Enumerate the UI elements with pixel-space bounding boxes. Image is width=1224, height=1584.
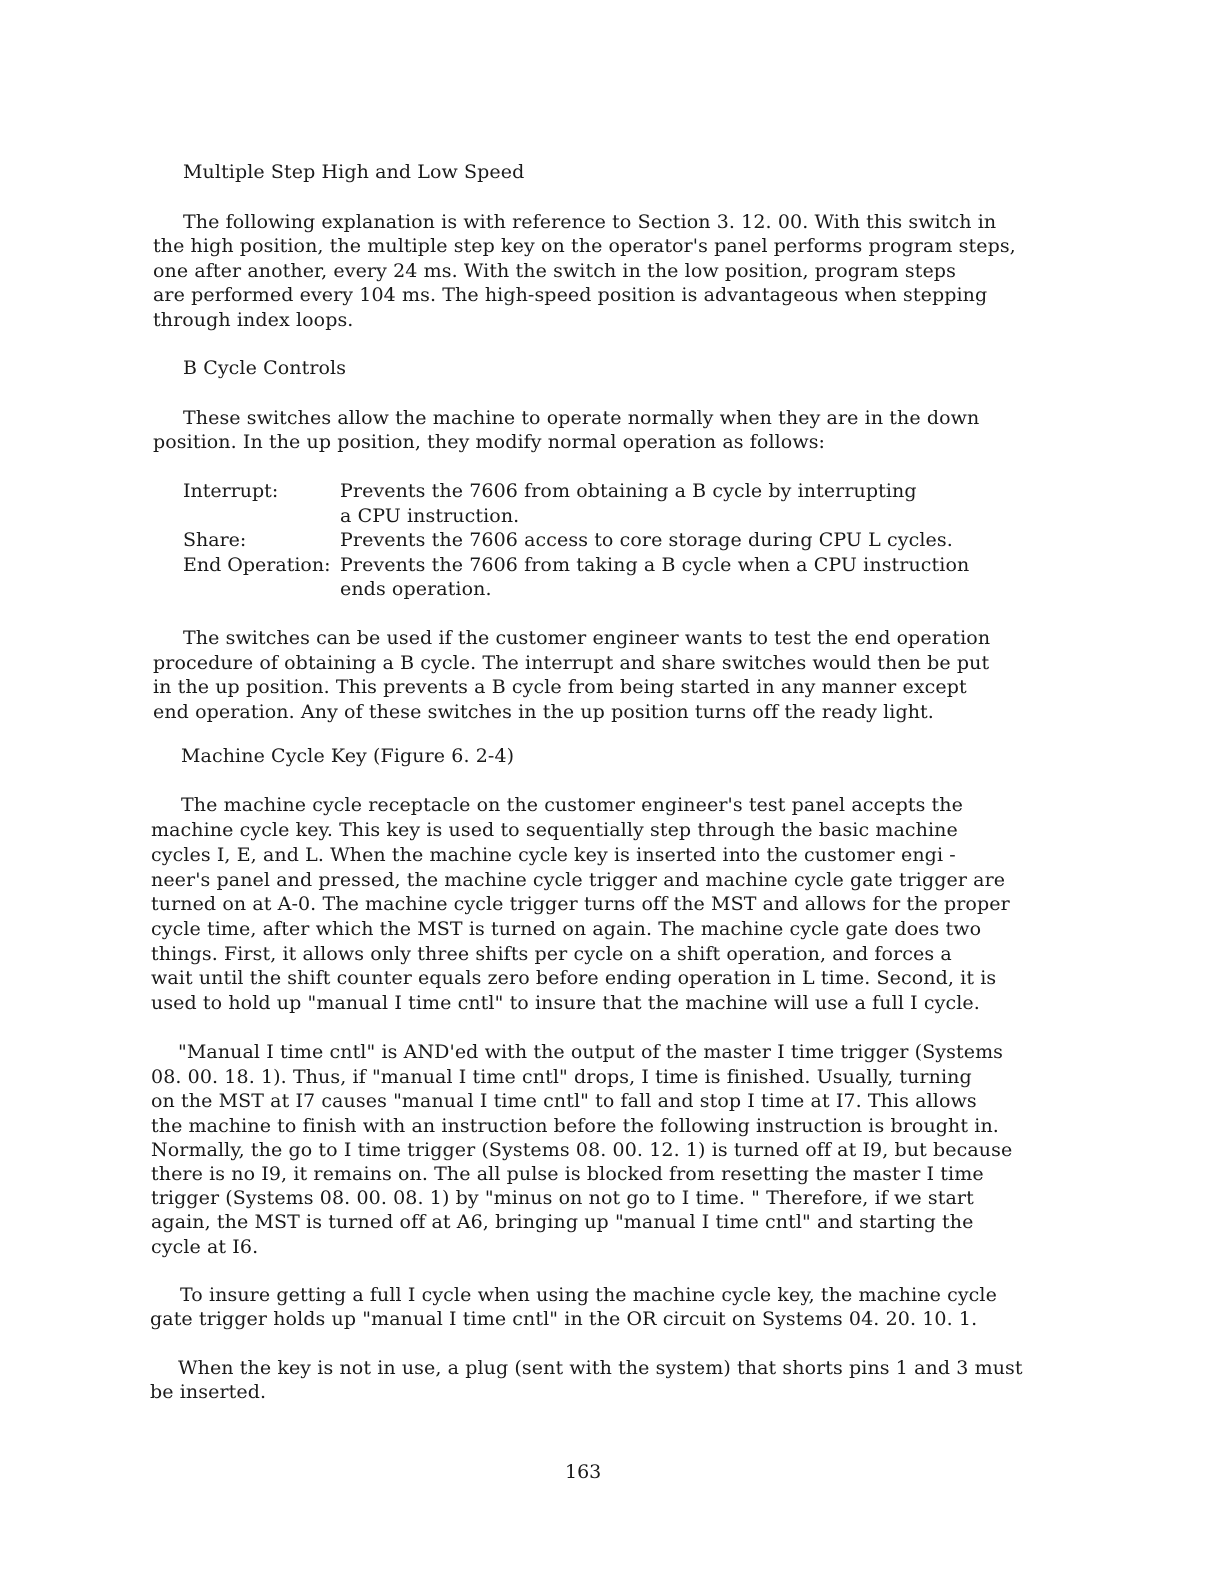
paragraph-line: gate trigger holds up "manual I time cntl" in the OR circuit on Systems 04. 20. 10. 1. bbox=[150, 1308, 978, 1330]
page-number: 163 bbox=[565, 1461, 602, 1483]
definition-term-end-operation: End Operation: bbox=[183, 554, 331, 576]
paragraph-line: To insure getting a full I cycle when using the machine cycle key, the machine cycle bbox=[180, 1284, 997, 1306]
paragraph-line: things. First, it allows only three shifts per cycle on a shift operation, and forces a bbox=[151, 943, 952, 965]
paragraph-line: again, the MST is turned off at A6, bringing up "manual I time cntl" and starting the bbox=[151, 1211, 974, 1233]
paragraph-line: Normally, the go to I time trigger (Systems 08. 00. 12. 1) is turned off at I9, but because bbox=[151, 1139, 1013, 1161]
paragraph-line: The machine cycle receptacle on the customer engineer's test panel accepts the bbox=[181, 794, 963, 816]
paragraph-line: procedure of obtaining a B cycle. The interrupt and share switches would then be put bbox=[153, 652, 990, 674]
paragraph-line: When the key is not in use, a plug (sent with the system) that shorts pins 1 and 3 must bbox=[178, 1357, 1023, 1379]
definition-term-interrupt: Interrupt: bbox=[183, 480, 279, 502]
paragraph-line: These switches allow the machine to operate normally when they are in the down bbox=[183, 407, 980, 429]
paragraph-line: there is no I9, it remains on. The all pulse is blocked from resetting the master I time bbox=[151, 1163, 984, 1185]
section-heading-multiple-step: Multiple Step High and Low Speed bbox=[183, 161, 525, 183]
definition-text: ends operation. bbox=[340, 578, 492, 600]
paragraph-line: position. In the up position, they modify normal operation as follows: bbox=[153, 431, 826, 453]
paragraph-line: turned on at A-0. The machine cycle trigger turns off the MST and allows for the proper bbox=[151, 893, 1010, 915]
definition-text: Prevents the 7606 from obtaining a B cycle by interrupting bbox=[340, 480, 917, 502]
paragraph-line: through index loops. bbox=[153, 309, 354, 331]
paragraph-line: in the up position. This prevents a B cycle from being started in any manner except bbox=[153, 676, 967, 698]
paragraph-line: the machine to finish with an instruction before the following instruction is brought in. bbox=[151, 1115, 999, 1137]
paragraph-line: trigger (Systems 08. 00. 08. 1) by "minus on not go to I time. " Therefore, if we start bbox=[151, 1187, 974, 1209]
paragraph-line: machine cycle key. This key is used to sequentially step through the basic machine bbox=[151, 819, 958, 841]
section-heading-b-cycle-controls: B Cycle Controls bbox=[183, 357, 347, 379]
paragraph-line: used to hold up "manual I time cntl" to insure that the machine will use a full I cycle. bbox=[151, 992, 980, 1014]
paragraph-line: The following explanation is with reference to Section 3. 12. 00. With this switch in bbox=[183, 211, 997, 233]
paragraph-line: wait until the shift counter equals zero before ending operation in L time. Second, it is bbox=[151, 967, 997, 989]
paragraph-line: be inserted. bbox=[150, 1381, 267, 1403]
definition-text: Prevents the 7606 from taking a B cycle when a CPU instruction bbox=[340, 554, 970, 576]
definition-text: Prevents the 7606 access to core storage during CPU L cycles. bbox=[340, 529, 953, 551]
paragraph-line: one after another, every 24 ms. With the switch in the low position, program steps bbox=[153, 260, 956, 282]
section-heading-machine-cycle-key: Machine Cycle Key (Figure 6. 2-4) bbox=[181, 745, 515, 767]
paragraph-line: The switches can be used if the customer engineer wants to test the end operation bbox=[183, 627, 991, 649]
paragraph-line: cycle time, after which the MST is turned on again. The machine cycle gate does two bbox=[151, 918, 982, 940]
paragraph-line: "Manual I time cntl" is AND'ed with the output of the master I time trigger (Systems bbox=[178, 1041, 1004, 1063]
paragraph-line: are performed every 104 ms. The high-speed position is advantageous when stepping bbox=[153, 284, 988, 306]
paragraph-line: 08. 00. 18. 1). Thus, if "manual I time cntl" drops, I time is finished. Usually, turning bbox=[151, 1066, 972, 1088]
definition-term-share: Share: bbox=[183, 529, 247, 551]
paragraph-line: end operation. Any of these switches in the up position turns off the ready light. bbox=[153, 701, 934, 723]
paragraph-line: on the MST at I7 causes "manual I time cntl" to fall and stop I time at I7. This allows bbox=[151, 1090, 977, 1112]
paragraph-line: cycles I, E, and L. When the machine cycle key is inserted into the customer engi - bbox=[151, 844, 956, 866]
definition-text: a CPU instruction. bbox=[340, 505, 520, 527]
paragraph-line: the high position, the multiple step key on the operator's panel performs program steps, bbox=[153, 235, 1016, 257]
paragraph-line: neer's panel and pressed, the machine cycle trigger and machine cycle gate trigger are bbox=[151, 869, 1006, 891]
paragraph-line: cycle at I6. bbox=[151, 1236, 259, 1258]
